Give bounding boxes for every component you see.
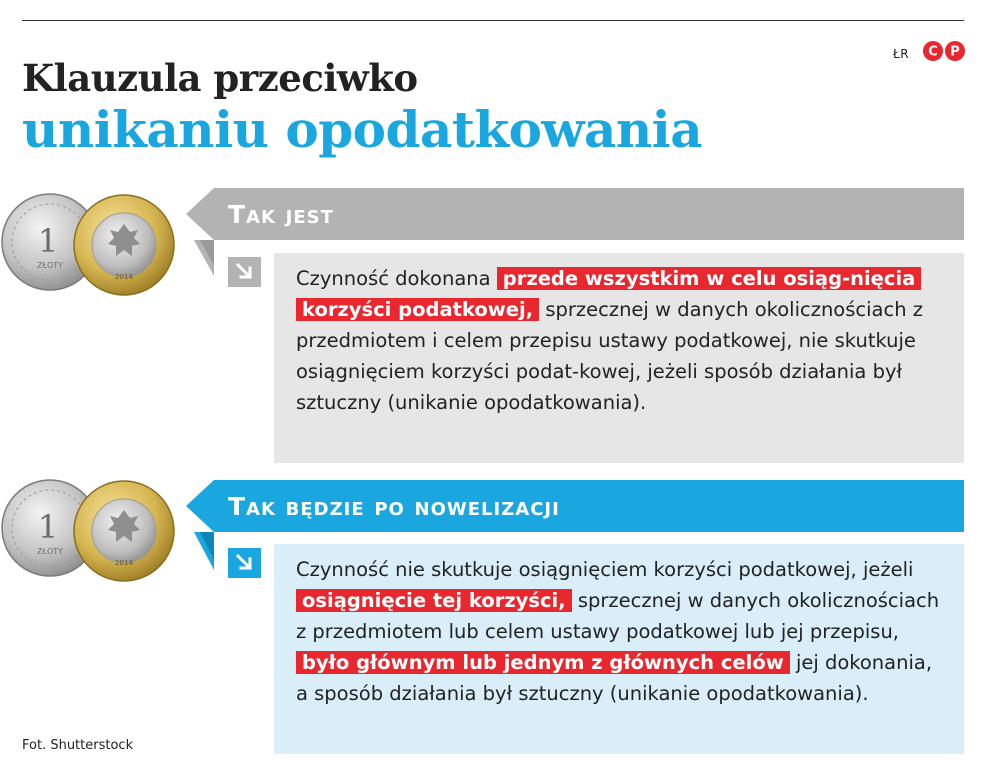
coin-denomination: 1 bbox=[37, 222, 59, 260]
section-1-arrow-box bbox=[228, 257, 261, 287]
arrow-down-right-icon bbox=[235, 262, 255, 282]
coins-illustration-2 bbox=[0, 474, 180, 594]
photo-credit: Fot. Shutterstock bbox=[22, 738, 134, 753]
coin-currency: ZŁOTY bbox=[36, 261, 64, 270]
section-2-text-1: Czynność nie skutkuje osiągnięciem korzyści podatkowej, jeżeli bbox=[296, 558, 914, 581]
coin-2-zloty-icon bbox=[74, 195, 174, 295]
section-2-highlight-1: osiągnięcie tej korzyści, bbox=[296, 589, 572, 612]
svg-text:P: P bbox=[950, 44, 960, 60]
coins-illustration bbox=[0, 188, 180, 308]
arrow-down-right-icon bbox=[235, 553, 255, 573]
author-initials: ŁR bbox=[893, 47, 910, 61]
section-2-arrow-box bbox=[228, 548, 261, 578]
coin-currency: ZŁOTY bbox=[36, 547, 64, 556]
section-2-text-2: sprzecznej w danych okolicznościach z przedmiotem lub celem ustawy podatkowej lub jej przepisu, bbox=[296, 589, 940, 643]
section-2-text-3: jej dokonania, a sposób działania był sztuczny (unikanie opodatkowania). bbox=[296, 651, 933, 705]
section-1-heading: Tak jest bbox=[228, 199, 334, 229]
section-1-text-2: sprzecznej w danych okolicznościach z przedmiotem i celem przepisu ustawy podatkowej, nie skutkuje osiągnięciem korzyści podat-kowej, jeżeli sposób działania był sztuczny (unikanie opodatkowania). bbox=[296, 298, 923, 414]
section-2-header bbox=[214, 480, 964, 532]
section-1-paragraph bbox=[274, 253, 964, 418]
coin-year: 2014 bbox=[115, 273, 133, 281]
section-1-fold bbox=[186, 188, 216, 278]
coin-denomination: 1 bbox=[37, 508, 59, 546]
coin-2-zloty-icon bbox=[74, 481, 174, 581]
section-2-paragraph bbox=[274, 544, 964, 709]
section-1-header bbox=[214, 188, 964, 240]
title-line-1: Klauzula przeciwko bbox=[22, 56, 418, 100]
section-1-body bbox=[274, 253, 964, 463]
cp-logo-icon bbox=[922, 40, 966, 62]
section-1-highlight-1: przede wszystkim w celu osiąg-nięcia korzyści podatkowej, bbox=[296, 267, 921, 321]
svg-text:C: C bbox=[928, 44, 938, 60]
section-2-body bbox=[274, 544, 964, 754]
section-2-heading: Tak będzie po nowelizacji bbox=[228, 491, 560, 521]
section-1-text-1: Czynność dokonana bbox=[296, 267, 491, 290]
title-line-2: unikaniu opodatkowania bbox=[22, 100, 703, 159]
top-rule bbox=[22, 20, 964, 21]
section-2-fold bbox=[186, 480, 216, 572]
section-2-highlight-2: było głównym lub jednym z głównych celów bbox=[296, 651, 790, 674]
coin-year: 2014 bbox=[115, 559, 133, 567]
